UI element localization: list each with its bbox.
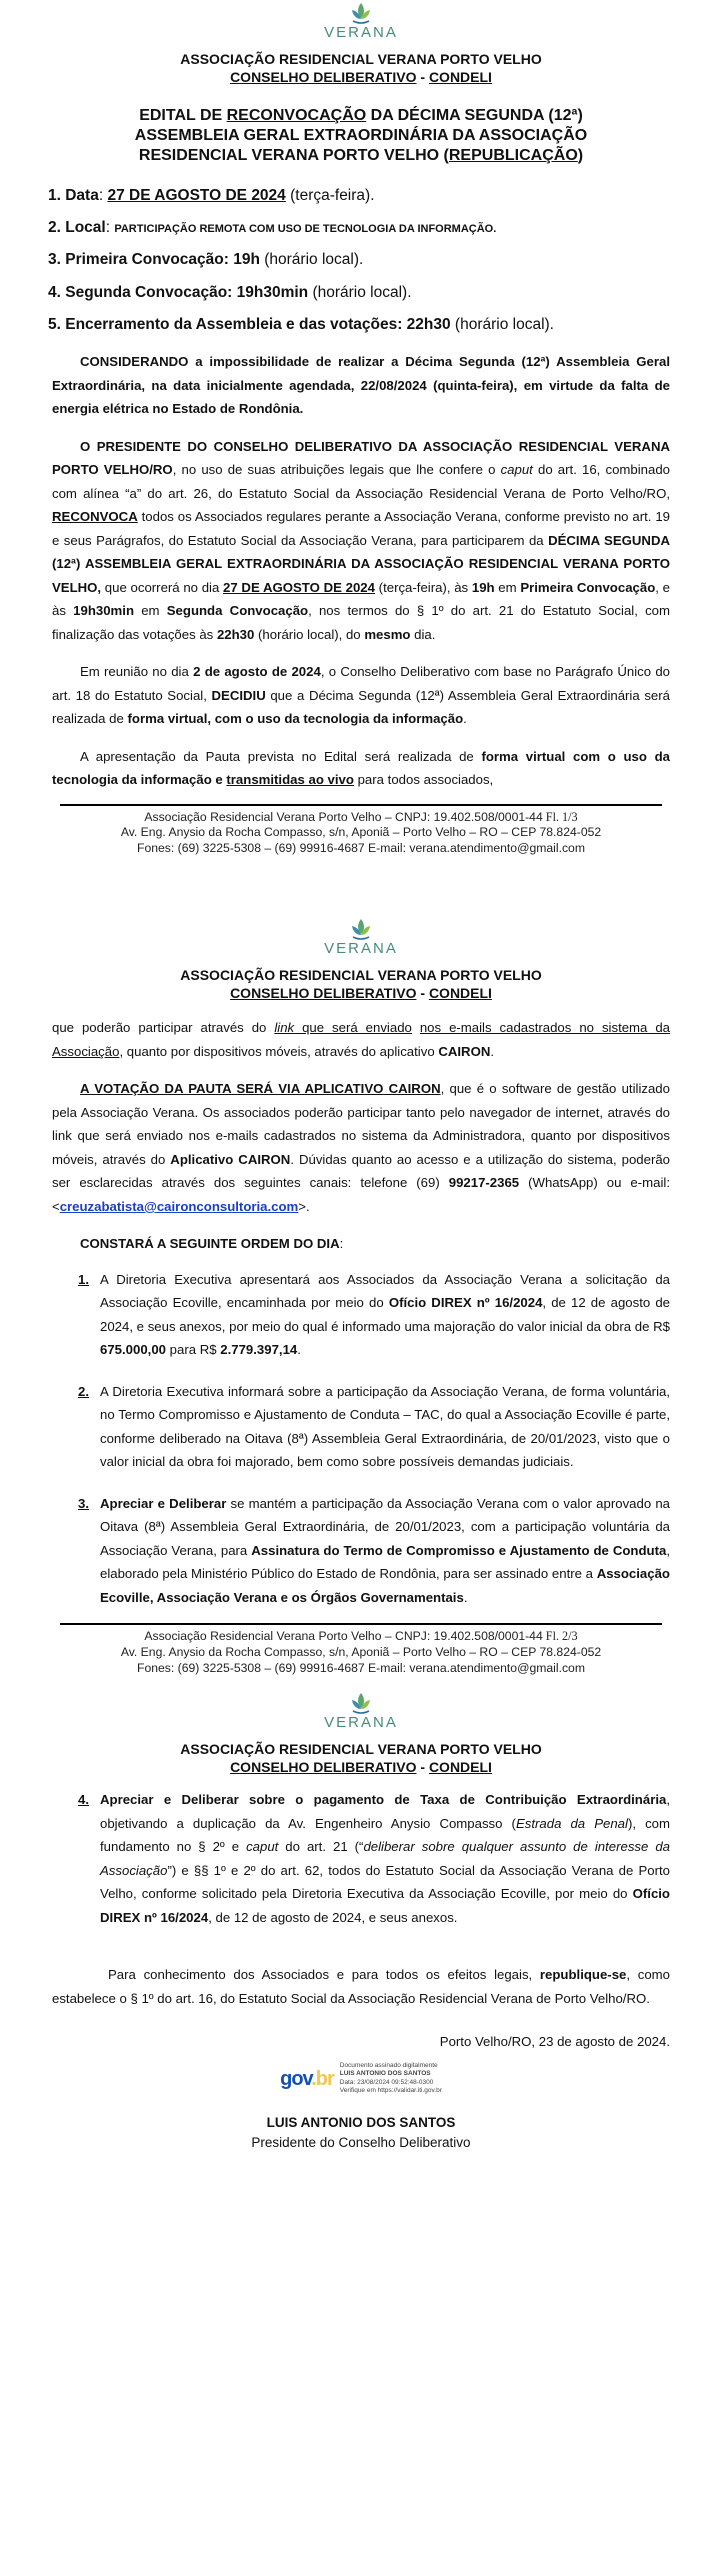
- paragraph-votacao: A VOTAÇÃO DA PAUTA SERÁ VIA APLICATIVO CAIRON, que é o software de gestão utilizado pela Associação Verana. Os associados poderão participar tanto pelo navegador de internet, através do link que será enviado nos e-mails cadastrados no sistema da Administradora, quanto por dispositivos móveis, através do Aplicativo CAIRON. Dúvidas quanto ao acesso e a utilização do sistema, poderão ser esclarecidas através dos seguintes canais: telefone (69) 99217-2365 (WhatsApp) ou e-mail: <creuzabatista@caironconsultoria.com>.: [52, 1081, 671, 1214]
- support-email-link[interactable]: creuzabatista@caironconsultoria.com: [59, 1198, 299, 1214]
- signer-block: [0, 2112, 722, 2154]
- detail-first-call: 3. Primeira Convocação: 19h (horário local).: [48, 251, 364, 269]
- brand-name: VERANA: [324, 940, 398, 958]
- page-number: Fl. 1/3: [542, 809, 578, 824]
- agenda-list-continued: [78, 1788, 670, 1929]
- agenda-list: [78, 1268, 670, 1610]
- header-org: ASSOCIAÇÃO RESIDENCIAL VERANA PORTO VELHO CONSELHO DELIBERATIVO - CONDELI: [180, 966, 542, 1002]
- edital-title: EDITAL DE RECONVOCAÇÃO DA DÉCIMA SEGUNDA (12ª) ASSEMBLEIA GERAL EXTRAORDINÁRIA DA ASSOCIAÇÃO RESIDENCIAL VERANA PORTO VELHO (REPUBLICAÇÃO): [134, 106, 588, 164]
- verana-logo: [0, 1692, 722, 1735]
- agenda-item-4: 4. Apreciar e Deliberar sobre o pagamento de Taxa de Contribuição Extraordinária, objetivando a duplicação da Av. Engenheiro Anysio Compasso (Estrada da Penal), com fundamento no § 2º e caput do art. 21 (“deliberar sobre qualquer assunto de interesse da Associação”) e §§ 1º e 2º do art. 62, todos do Estatuto Social da Associação Verana de Porto Velho, conforme solicitado pela Diretoria Executiva da Associação Ecoville, por meio do Ofício DIREX nº 16/2024, de 12 de agosto de 2024, e seus anexos.: [78, 1792, 670, 1925]
- detail-location: 2. Local: PARTICIPAÇÃO REMOTA COM USO DE TECNOLOGIA DA INFORMAÇÃO.: [48, 219, 497, 237]
- leaf-icon: [349, 1692, 373, 1714]
- header-org: ASSOCIAÇÃO RESIDENCIAL VERANA PORTO VELHO CONSELHO DELIBERATIVO - CONDELI: [180, 1740, 542, 1775]
- brand-name: VERANA: [324, 24, 398, 41]
- verana-logo: [0, 0, 722, 45]
- leaf-icon: [349, 918, 373, 940]
- order-title: CONSTARÁ A SEGUINTE ORDEM DO DIA:: [80, 1236, 344, 1252]
- page-footer-2: Associação Residencial Verana Porto Velho – CNPJ: 19.402.508/0001-44 Fl. 2/3 Av. Eng. Anysio da Rocha Compasso, s/n, Aponiã – Porto Velho – RO – CEP 78.824-052 Fones: (69) 3225-5308 – (69) 99916-4687 E-mail: verana.atendimento@gmail.com: [60, 1623, 662, 1676]
- paragraph-presidente: O PRESIDENTE DO CONSELHO DELIBERATIVO DA ASSOCIAÇÃO RESIDENCIAL VERANA PORTO VELHO/RO, no uso de suas atribuições legais que lhe confere o caput do art. 16, combinado com alínea “a” do art. 26, do Estatuto Social da Associação Residencial Verana de Porto Velho/RO, RECONVOCA todos os Associados regulares perante a Associação Verana, conforme previsto no art. 19 e seus Parágrafos, do Estatuto Social da Associação Verana, para participarem da DÉCIMA SEGUNDA (12ª) ASSEMBLEIA GERAL EXTRAORDINÁRIA DA ASSOCIAÇÃO RESIDENCIAL VERANA PORTO VELHO, que ocorrerá no dia 27 DE AGOSTO DE 2024 (terça-feira), às 19h em Primeira Convocação, e às 19h30min em Segunda Convocação, nos termos do § 1º do art. 21 do Estatuto Social, com finalização das votações às 22h30 (horário local), do mesmo dia.: [52, 438, 671, 642]
- agenda-item-1: 1. A Diretoria Executiva apresentará aos Associados da Associação Verana a solicitação da Associação Ecoville, encaminhada por meio do Ofício DIREX nº 16/2024, de 12 de agosto de 2024, e seus anexos, por meio do qual é informado uma majoração do valor inicial da obra de R$ 675.000,00 para R$ 2.779.397,14.: [78, 1271, 670, 1358]
- meeting-details: [48, 184, 682, 336]
- place-date: Porto Velho/RO, 23 de agosto de 2024.: [439, 2034, 670, 2050]
- gov-br-logo: gov.br: [280, 2067, 334, 2090]
- signature-details: Documento assinado digitalmente LUIS ANTONIO DOS SANTOS Data: 23/08/2024 09:52:48-0300 Verifique em https://validar.iti.gov.br: [339, 2061, 442, 2095]
- paragraph-considerando: CONSIDERANDO a impossibilidade de realizar a Décima Segunda (12ª) Assembleia Geral Extraordinária, na data inicialmente agendada, 22/08/2024 (quinta-feira), em virtude da falta de energia elétrica no Estado de Rondônia.: [52, 354, 670, 417]
- digital-signature-stamp: [0, 2062, 722, 2096]
- detail-closing: 5. Encerramento da Assembleia e das votações: 22h30 (horário local).: [48, 315, 554, 333]
- detail-second-call: 4. Segunda Convocação: 19h30min (horário local).: [48, 283, 412, 301]
- org-name: ASSOCIAÇÃO RESIDENCIAL VERANA PORTO VELHO: [180, 50, 542, 67]
- header-org: [0, 50, 722, 86]
- signer-name: LUIS ANTONIO DOS SANTOS: [266, 2114, 456, 2130]
- brand-name: VERANA: [324, 1714, 398, 1732]
- paragraph-republique: Para conhecimento dos Associados e para todos os efeitos legais, republique-se, como estabelece o § 1º do art. 16, do Estatuto Social da Associação Residencial Verana de Porto Velho/RO.: [52, 1967, 670, 2006]
- paragraph-reuniao: Em reunião no dia 2 de agosto de 2024, o Conselho Deliberativo com base no Parágrafo Único do art. 18 do Estatuto Social, DECIDIU que a Décima Segunda (12ª) Assembleia Geral Extraordinária será realizada de forma virtual, com o uso da tecnologia da informação.: [52, 664, 670, 727]
- page-number: Fl. 2/3: [542, 1629, 578, 1644]
- page-footer-1: Associação Residencial Verana Porto Velho – CNPJ: 19.402.508/0001-44 Fl. 1/3 Av. Eng. Anysio da Rocha Compasso, s/n, Aponiã – Porto Velho – RO – CEP 78.824-052 Fones: (69) 3225-5308 – (69) 99916-4687 E-mail: verana.atendimento@gmail.com: [60, 804, 662, 857]
- paragraph-pauta: A apresentação da Pauta prevista no Edital será realizada de forma virtual com o uso da tecnologia da informação e transmitidas ao vivo para todos associados,: [52, 748, 670, 788]
- agenda-item-2: 2. A Diretoria Executiva informará sobre a participação da Associação Verana, de forma voluntária, no Termo Compromisso e Ajustamento de Conduta – TAC, do qual a Associação Ecoville é parte, conforme deliberado na Oitava (8ª) Assembleia Geral Extraordinária, de 20/01/2023, visto que o valor inicial da obra foi majorado, bem como sobre possíveis demandas judiciais.: [78, 1383, 670, 1470]
- agenda-item-3: 3. Apreciar e Deliberar se mantém a participação da Associação Verana com o valor aprovado na Oitava (8ª) Assembleia Geral Extraordinária, de 20/01/2023, com a participação voluntária da Associação Verana, para Assinatura do Termo de Compromisso e Ajustamento de Conduta, elaborado pela Ministério Público do Estado de Rondônia, para ser assinado entre a Associação Ecoville, Associação Verana e os Órgãos Governamentais.: [78, 1495, 670, 1605]
- paragraph-participacao: que poderão participar através do link que será enviado nos e-mails cadastrados no sistema da Associação, quanto por dispositivos móveis, através do aplicativo CAIRON.: [52, 1020, 671, 1059]
- detail-date: 1. Data: 27 DE AGOSTO DE 2024 (terça-feira).: [48, 186, 375, 204]
- signer-role: Presidente do Conselho Deliberativo: [251, 2134, 471, 2150]
- leaf-icon: [349, 2, 373, 24]
- council-line: CONSELHO DELIBERATIVO - CONDELI: [230, 68, 492, 85]
- verana-logo: [0, 918, 722, 961]
